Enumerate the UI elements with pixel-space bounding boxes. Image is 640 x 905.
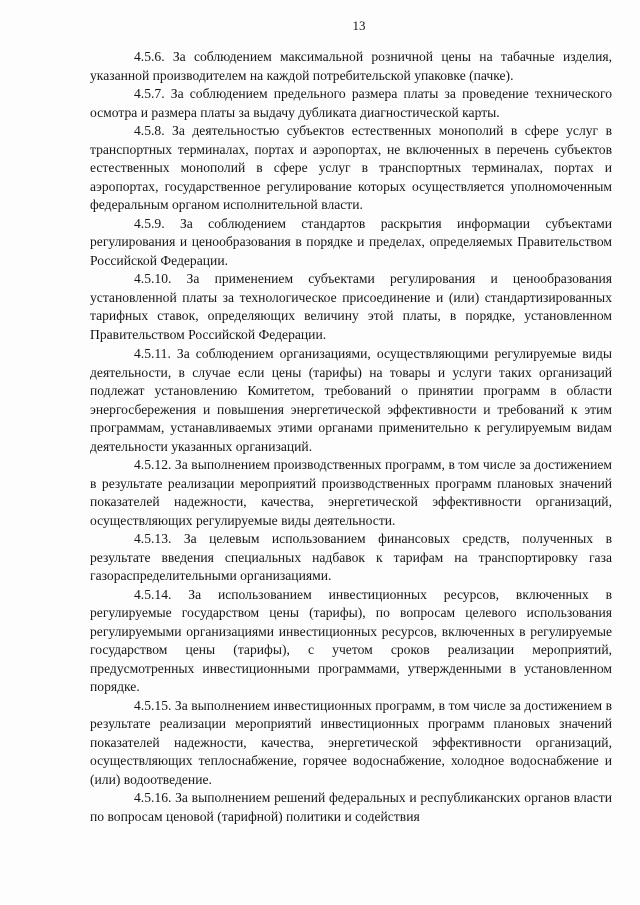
paragraph-4-5-12: 4.5.12. За выполнением производственных программ, в том числе за достижением в результате реализации мероприятий производственных программ плановых значений показателей надежности, качества, энергетической эффективности организаций, осуществляющих регулируемые виды деятельности. xyxy=(90,457,612,528)
paragraph-4-5-14: 4.5.14. За использованием инвестиционных ресурсов, включенных в регулируемые государством цены (тарифы), по вопросам целевого использования регулируемыми организациями инвестиционных ресурсов, включенных в регулируемые государством цены (тарифы), с учетом сроков реализации мероприятий, предусмотренных инвестиционными программами, утвержденными в установленном порядке. xyxy=(90,586,612,694)
paragraph-4-5-7: 4.5.7. За соблюдением предельного размера платы за проведение технического осмотра и размера платы за выдачу дубликата диагностической карты. xyxy=(90,86,612,120)
paragraph-4-5-15: 4.5.15. За выполнением инвестиционных программ, в том числе за достижением в результате реализации мероприятий инвестиционных программ плановых значений показателей надежности, качества, энергетической эффективности организаций, осуществляющих теплоснабжение, горячее водоснабжение, холодное водоснабжение и (или) водоотведение. xyxy=(90,697,612,787)
document-body xyxy=(90,48,612,826)
paragraph-4-5-16: 4.5.16. За выполнением решений федеральных и республиканских органов власти по вопросам ценовой (тарифной) политики и содействия xyxy=(90,790,612,824)
paragraph-4-5-11: 4.5.11. За соблюдением организациями, осуществляющими регулируемые виды деятельности, в случае если цены (тарифы) на товары и услуги таких организаций подлежат установлению Комитетом, требований о принятии программ в области энергосбережения и повышения энергетической эффективности и требований к этим программам, устанавливаемых этими органами применительно к регулируемым видам деятельности указанных организаций. xyxy=(90,346,612,454)
paragraph-4-5-6: 4.5.6. За соблюдением максимальной розничной цены на табачные изделия, указанной производителем на каждой потребительской упаковке (пачке). xyxy=(90,49,612,83)
paragraph-4-5-13: 4.5.13. За целевым использованием финансовых средств, полученных в результате введения специальных надбавок к тарифам на транспортировку газа газораспределительными организациями. xyxy=(90,531,612,583)
paragraph-4-5-8: 4.5.8. За деятельностью субъектов естественных монополий в сфере услуг в транспортных терминалах, портах и аэропортах, не включенных в перечень субъектов естественных монополий в сфере услуг в транспортных терминалах, портах и аэропортах, государственное регулирование которых осуществляется уполномоченным федеральным органом исполнительной власти. xyxy=(90,123,612,212)
paragraph-4-5-10: 4.5.10. За применением субъектами регулирования и ценообразования установленной платы за технологическое присоединение и (или) стандартизированных тарифных ставок, определяющих величину этой платы, в порядке, установленном Правительством Российской Федерации. xyxy=(90,271,612,342)
page-number: 13 xyxy=(352,18,366,33)
paragraph-4-5-9: 4.5.9. За соблюдением стандартов раскрытия информации субъектами регулирования и ценообразования в порядке и пределах, определяемых Правительством Российской Федерации. xyxy=(90,215,612,268)
